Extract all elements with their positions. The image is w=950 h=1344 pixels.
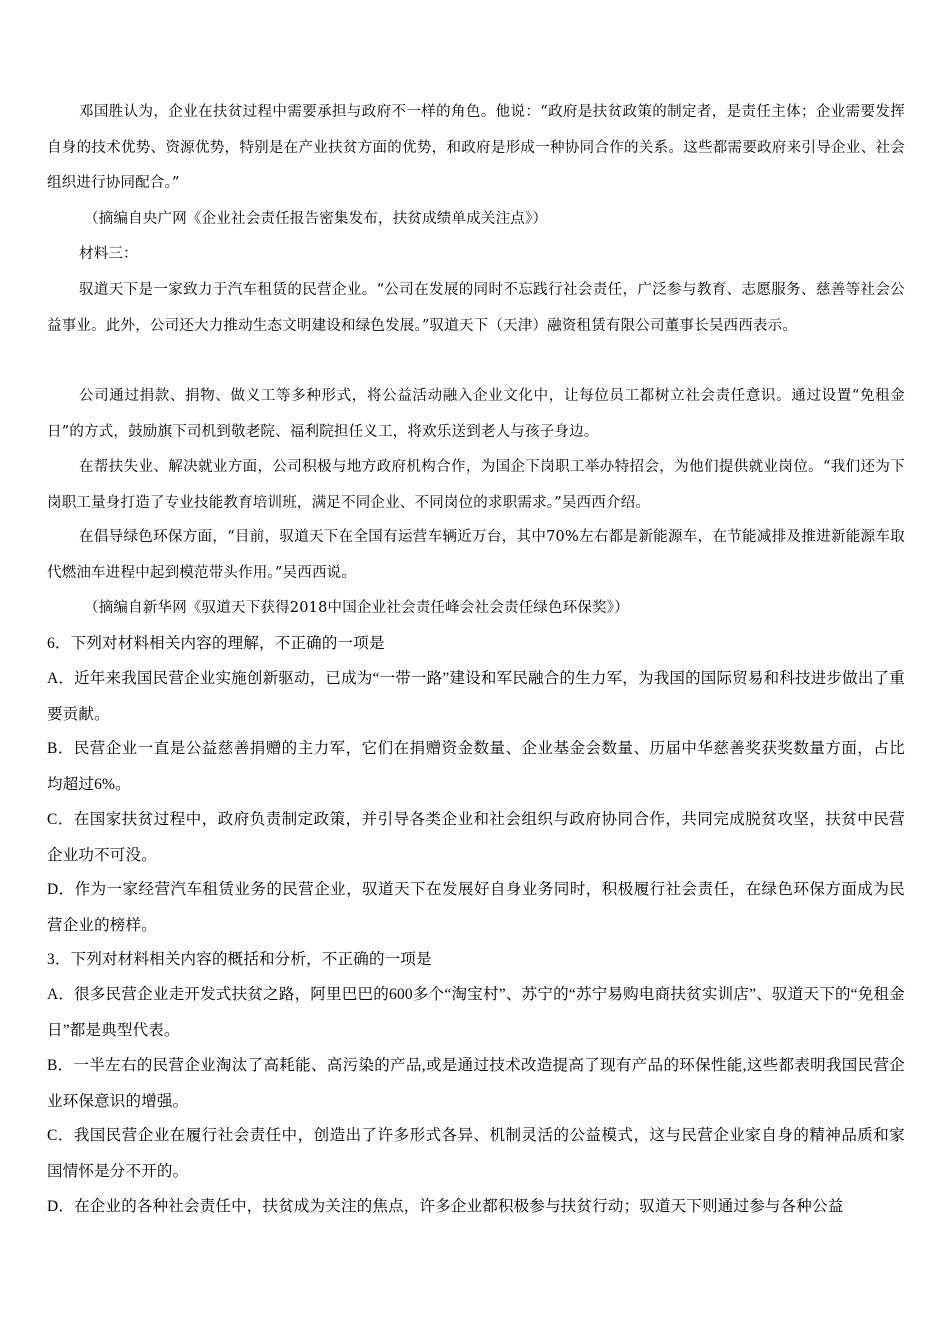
question-3-option-b: B．一半左右的民营企业淘汰了高耗能、高污染的产品,或是通过技术改造提高了现有产品的环保性能,这些都表明我国民营企业环保意识的增强。 <box>47 1057 905 1110</box>
paragraph-employment: 在帮扶失业、解决就业方面，公司积极与地方政府机构合作，为国企下岗职工举办特招会，为他们提供就业岗位。“我们还为下岗职工量身打造了专业技能教育培训班，满足不同企业、不同岗位的求职需求。”吴西西介绍。 <box>47 459 905 511</box>
question-6-option-a: A．近年来我国民营企业实施创新驱动，已成为“一带一路”建设和军民融合的生力军，为我国的国际贸易和科技进步做出了重要贡献。 <box>47 670 905 723</box>
question-6-option-d: D．作为一家经营汽车租赁业务的民营企业，驭道天下在发展好自身业务同时，积极履行社会责任，在绿色环保方面成为民营企业的榜样。 <box>47 881 905 934</box>
question-3-option-a: A．很多民营企业走开发式扶贫之路，阿里巴巴的600多个“淘宝村”、苏宁的“苏宁易购电商扶贫实训店”、驭道天下的“免租金日”都是典型代表。 <box>47 986 905 1039</box>
paragraph-green: 在倡导绿色环保方面，“目前，驭道天下在全国有运营车辆近万台，其中70%左右都是新能源车，在节能减排及推进新能源车取代燃油车进程中起到模范带头作用。”吴西西说。 <box>47 529 905 581</box>
source-citation-2: （摘编自新华网《驭道天下获得2018中国企业社会责任峰会社会责任绿色环保奖》） <box>84 600 629 616</box>
question-6-option-b: B．民营企业一直是公益慈善捐赠的主力军，它们在捐赠资金数量、企业基金会数量、历届中华慈善奖获奖数量方面，占比均超过6%。 <box>47 740 905 793</box>
paragraph-yudao-intro: 驭道天下是一家致力于汽车租赁的民营企业。“公司在发展的同时不忘践行社会责任，广泛参与教育、志愿服务、慈善等社会公益事业。此外，公司还大力推动生态文明建设和绿色发展。”驭道天下（天津）融资租赁有限公司董事长吴西西表示。 <box>47 282 905 334</box>
paragraph-public-welfare: 公司通过捐款、捐物、做义工等多种形式，将公益活动融入企业文化中，让每位员工都树立社会责任意识。通过设置“免租金日”的方式，鼓励旗下司机到敬老院、福利院担任义工，将欢乐送到老人与孩子身边。 <box>47 388 905 440</box>
question-6-option-c: C．在国家扶贫过程中，政府负责制定政策，并引导各类企业和社会组织与政府协同合作，共同完成脱贫攻坚，扶贫中民营企业功不可没。 <box>47 811 905 864</box>
question-3-stem: 3．下列对材料相关内容的概括和分析，不正确的一项是 <box>47 951 432 968</box>
question-6-stem: 6．下列对材料相关内容的理解，不正确的一项是 <box>47 635 385 652</box>
question-3-option-c: C．我国民营企业在履行社会责任中，创造出了许多形式各异、机制灵活的公益模式，这与民营企业家自身的精神品质和家国情怀是分不开的。 <box>47 1127 905 1180</box>
material-three-heading: 材料三： <box>79 246 138 262</box>
paragraph-deng-guosheng: 邓国胜认为，企业在扶贫过程中需要承担与政府不一样的角色。他说：“政府是扶贫政策的制定者，是责任主体；企业需要发挥自身的技术优势、资源优势，特别是在产业扶贫方面的优势，和政府是形成一种协同合作的关系。这些都需要政府来引导企业、社会组织进行协同配合。” <box>47 104 905 191</box>
source-citation-1: （摘编自央广网《企业社会责任报告密集发布，扶贫成绩单成关注点》） <box>84 211 548 227</box>
question-3-option-d: D．在企业的各种社会责任中，扶贫成为关注的焦点，许多企业都积极参与扶贫行动；驭道天下则通过参与各种公益 <box>47 1198 844 1215</box>
